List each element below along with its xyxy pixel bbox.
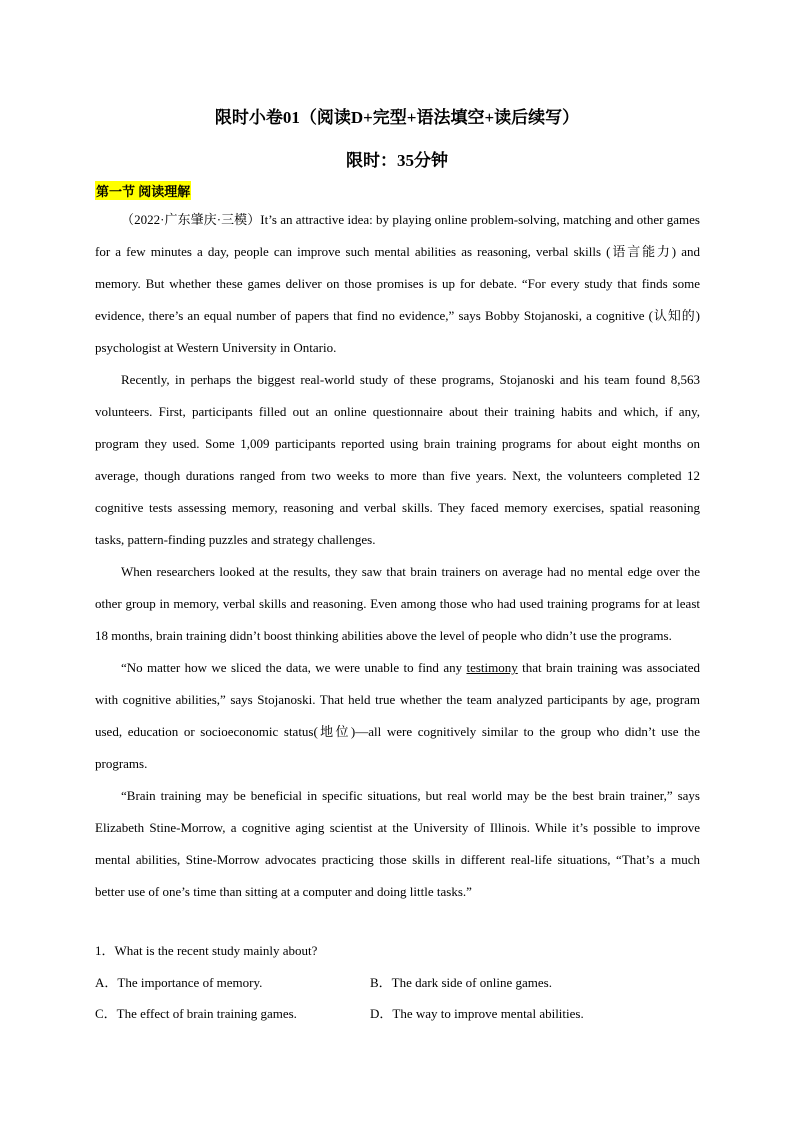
underlined-word: testimony xyxy=(466,660,518,675)
paragraph-4-start: “No matter how we sliced the data, we were unable to find any xyxy=(121,660,467,675)
time-limit: 限时：35分钟 xyxy=(346,151,448,170)
paragraph-1: （2022·广东肇庆·三模）It’s an attractive idea: by playing online problem-solving, matching and other games for a few minutes a day, people can improve such mental abilities as reasoning, verbal skills (语言能力) and memory. But whether these games deliver on those promises is up for debate. “For every study that finds some evidence, there’s an equal number of papers that find no evidence,” says Bobby Stojanoski, a cognitive (认知的) psychologist at Western University in Ontario. xyxy=(95,212,700,355)
paragraph-5: “Brain training may be beneficial in specific situations, but real world may be the best brain trainer,” says Elizabeth Stine-Morrow, a cognitive aging scientist at the University of Illinois. While it’s possible to improve mental abilities, Stine-Morrow advocates practicing those skills in different real-life situations, “That’s a much better use of one’s time than sitting at a computer and doing little tasks.” xyxy=(95,788,700,899)
paragraph-4-end: that brain training was associated with cognitive abilities,” says Stojanoski. That held true whether the team analyzed participants by age, program used, education or socioeconomic status(地位)—all were cognitively similar to the group who didn’t use the programs. xyxy=(95,660,700,771)
reading-passage xyxy=(95,204,700,908)
paragraph-2: Recently, in perhaps the biggest real-world study of these programs, Stojanoski and his team found 8,563 volunteers. First, participants filled out an online questionnaire about their training habits and which, if any, program they used. Some 1,009 participants reported using brain training programs for about eight months on average, though durations ranged from two weeks to more than five years. Next, the volunteers completed 12 cognitive tests assessing memory, reasoning and verbal skills. They faced memory exercises, spatial reasoning tasks, pattern-finding puzzles and strategy challenges. xyxy=(95,372,700,547)
section-heading: 第一节 阅读理解 xyxy=(95,181,191,200)
page-title: 限时小卷01（阅读D+完型+语法填空+读后续写） xyxy=(214,108,580,127)
question-1-stem: 1．What is the recent study mainly about? xyxy=(95,943,318,958)
option-a[interactable]: A．The importance of memory. xyxy=(95,975,263,990)
paragraph-4 xyxy=(95,652,700,780)
option-d[interactable]: D．The way to improve mental abilities. xyxy=(370,1006,584,1021)
option-c[interactable]: C．The effect of brain training games. xyxy=(95,1006,297,1021)
paragraph-3: When researchers looked at the results, they saw that brain trainers on average had no mental edge over the other group in memory, verbal skills and reasoning. Even among those who had used training programs for at least 18 months, brain training didn’t boost thinking abilities above the level of people who didn’t use the programs. xyxy=(95,564,700,643)
option-b[interactable]: B．The dark side of online games. xyxy=(370,975,552,990)
